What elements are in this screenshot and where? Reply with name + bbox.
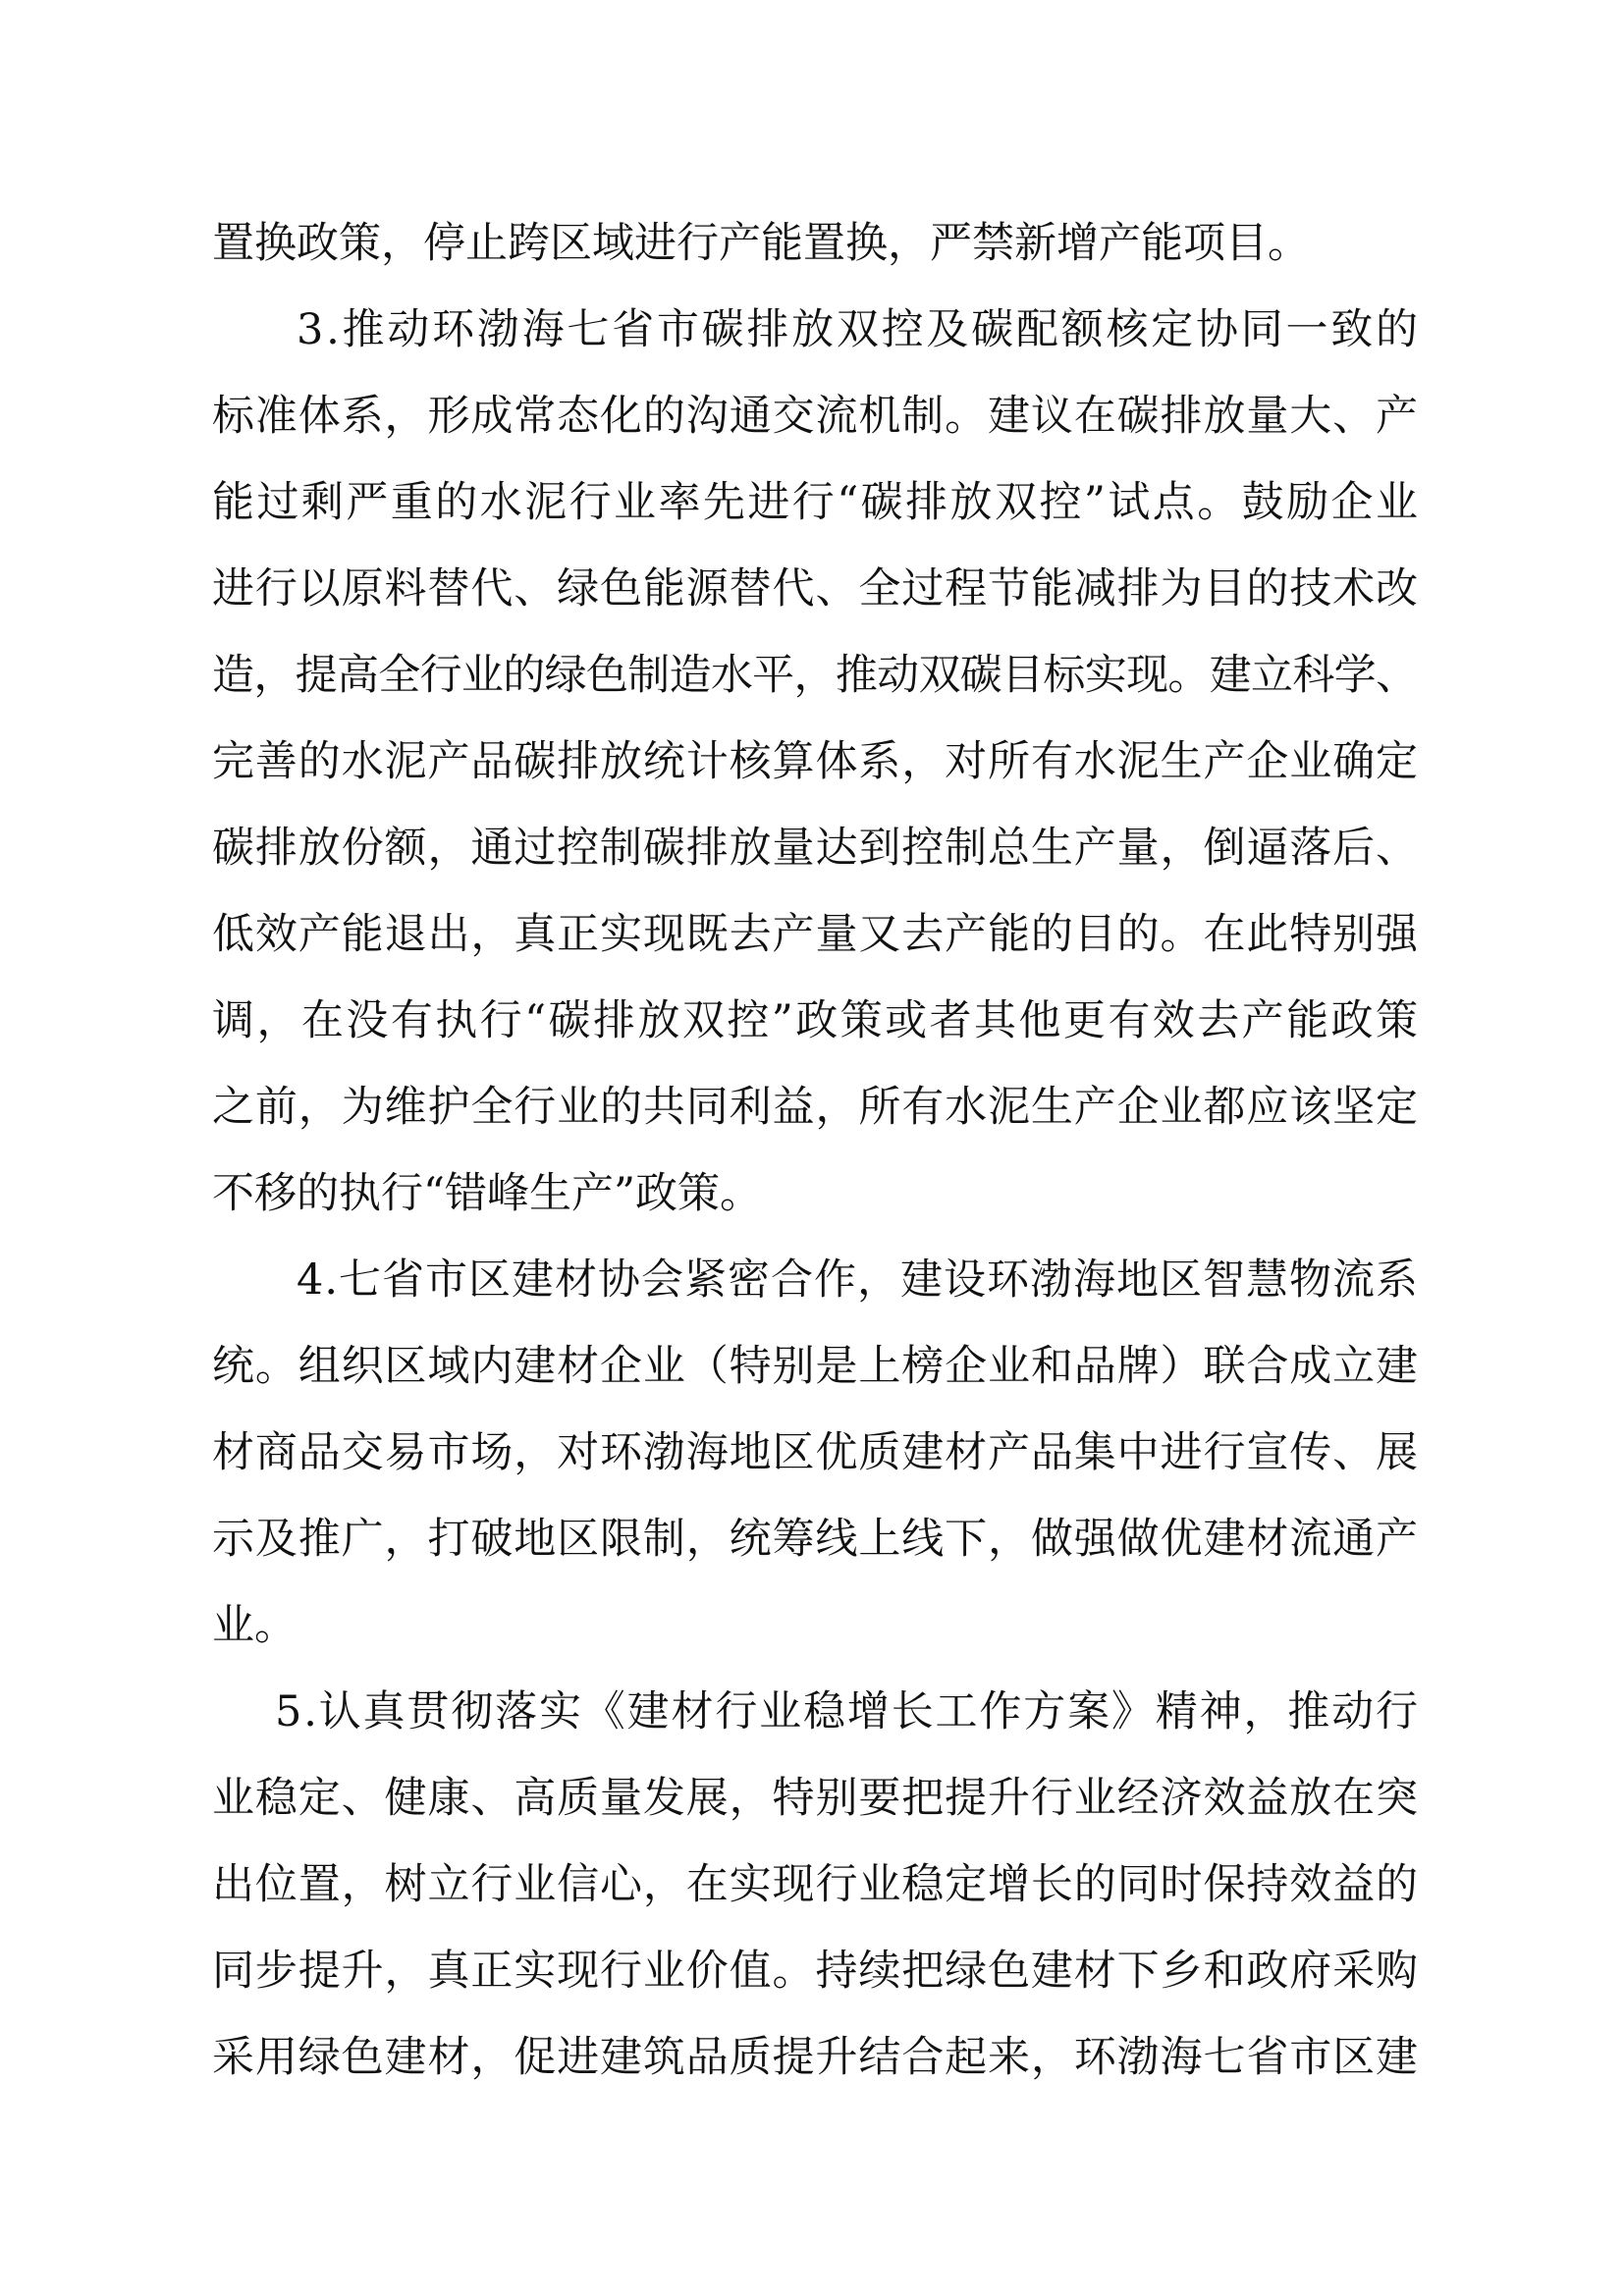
text-line: 完善的水泥产品碳排放统计核算体系，对所有水泥生产企业确定 (212, 737, 1419, 786)
text-line: 同步提升，真正实现行业价值。持续把绿色建材下乡和政府采购 (212, 1947, 1419, 1996)
text-line: 业。 (212, 1601, 297, 1650)
text-line: 业稳定、健康、高质量发展，特别要把提升行业经济效益放在突 (212, 1774, 1419, 1823)
text-line: 能过剩严重的水泥行业率先进行“碳排放双控”试点。鼓励企业 (212, 478, 1421, 527)
text-line: 调，在没有执行“碳排放双控”政策或者其他更有效去产能政策 (212, 996, 1421, 1045)
text-line: 进行以原料替代、绿色能源替代、全过程节能减排为目的技术改 (212, 564, 1419, 614)
text-line: 造，提高全行业的绿色制造水平，推动双碳目标实现。建立科学、 (212, 651, 1418, 700)
text-line: 材商品交易市场，对环渤海地区优质建材产品集中进行宣传、展 (212, 1428, 1419, 1477)
text-line: 碳排放份额，通过控制碳排放量达到控制总生产量，倒逼落后、 (212, 824, 1419, 873)
text-line: 标准体系，形成常态化的沟通交流机制。建议在碳排放量大、产 (212, 392, 1419, 441)
text-line: 置换政策，停止跨区域进行产能置换，严禁新增产能项目。 (212, 219, 1310, 268)
text-line: 出位置，树立行业信心，在实现行业稳定增长的同时保持效益的 (212, 1860, 1419, 1909)
text-line: 低效产能退出，真正实现既去产量又去产能的目的。在此特别强 (212, 910, 1419, 959)
text-line: 4.七省市区建材协会紧密合作，建设环渤海地区智慧物流系 (297, 1255, 1419, 1305)
text-line: 3.推动环渤海七省市碳排放双控及碳配额核定协同一致的 (297, 305, 1421, 354)
text-line: 5.认真贯彻落实《建材行业稳增长工作方案》精神，推动行 (275, 1687, 1420, 1736)
text-line: 不移的执行“错峰生产”政策。 (212, 1169, 762, 1218)
text-line: 采用绿色建材，促进建筑品质提升结合起来，环渤海七省市区建 (212, 2033, 1419, 2082)
text-line: 之前，为维护全行业的共同利益，所有水泥生产企业都应该坚定 (212, 1083, 1419, 1132)
text-line: 统。组织区域内建材企业（特别是上榜企业和品牌）联合成立建 (212, 1342, 1419, 1391)
text-line: 示及推广，打破地区限制，统筹线上线下，做强做优建材流通产 (212, 1515, 1419, 1564)
